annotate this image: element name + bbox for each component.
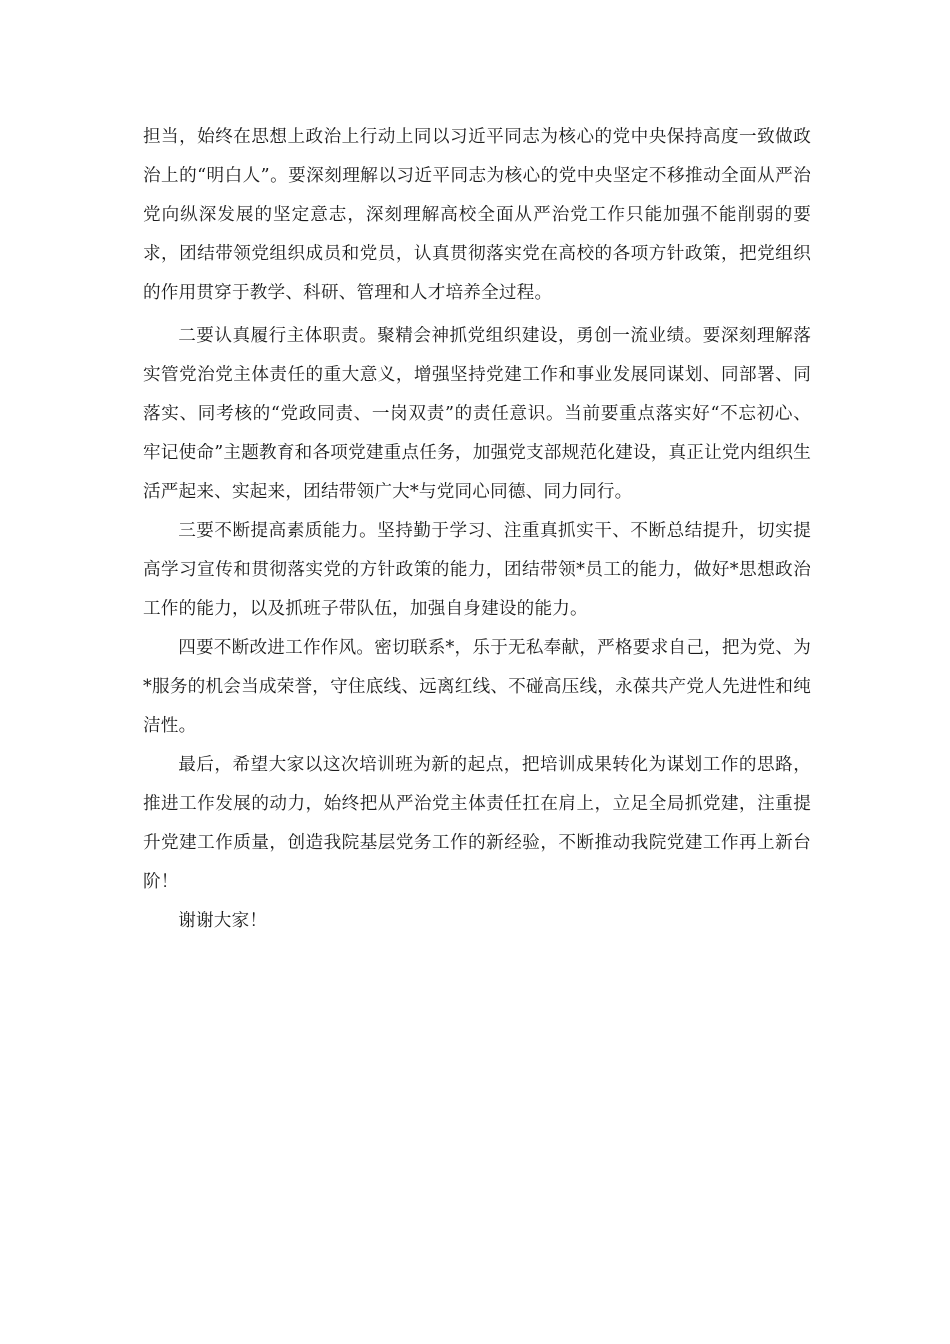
paragraph-4: 四要不断改进工作作风。密切联系*，乐于无私奉献，严格要求自己，把为党、为*服务的机会当成荣誉，守住底线、远离红线、不碰高压线，永葆共产党人先进性和纯洁性。 [143, 638, 811, 736]
paragraph-3: 三要不断提高素质能力。坚持勤于学习、注重真抓实干、不断总结提升，切实提高学习宣传和贯彻落实党的方针政策的能力，团结带领*员工的能力，做好*思想政治工作的能力，以及抓班子带队伍，加强自身建设的能力。 [143, 521, 811, 619]
paragraph-2: 二要认真履行主体职责。聚精会神抓党组织建设，勇创一流业绩。要深刻理解落实管党治党主体责任的重大意义，增强坚持党建工作和事业发展同谋划、同部署、同落实、同考核的“党政同责、一岗双责”的责任意识。当前要重点落实好“不忘初心、牢记使命”主题教育和各项党建重点任务，加强党支部规范化建设，真正让党内组织生活严起来、实起来，团结带领广大*与党同心同德、同力同行。 [143, 326, 811, 502]
paragraph-closing: 谢谢大家！ [178, 911, 268, 931]
paragraph-5: 最后，希望大家以这次培训班为新的起点，把培训成果转化为谋划工作的思路，推进工作发展的动力，始终把从严治党主体责任扛在肩上，立足全局抓党建，注重提升党建工作质量，创造我院基层党务工作的新经验，不断推动我院党建工作再上新台阶！ [143, 755, 811, 892]
document-body [143, 118, 811, 941]
paragraph-1: 担当，始终在思想上政治上行动上同以习近平同志为核心的党中央保持高度一致做政治上的“明白人”。要深刻理解以习近平同志为核心的党中央坚定不移推动全面从严治党向纵深发展的坚定意志，深刻理解高校全面从严治党工作只能加强不能削弱的要求，团结带领党组织成员和党员，认真贯彻落实党在高校的各项方针政策，把党组织的作用贯穿于教学、科研、管理和人才培养全过程。 [143, 127, 811, 303]
